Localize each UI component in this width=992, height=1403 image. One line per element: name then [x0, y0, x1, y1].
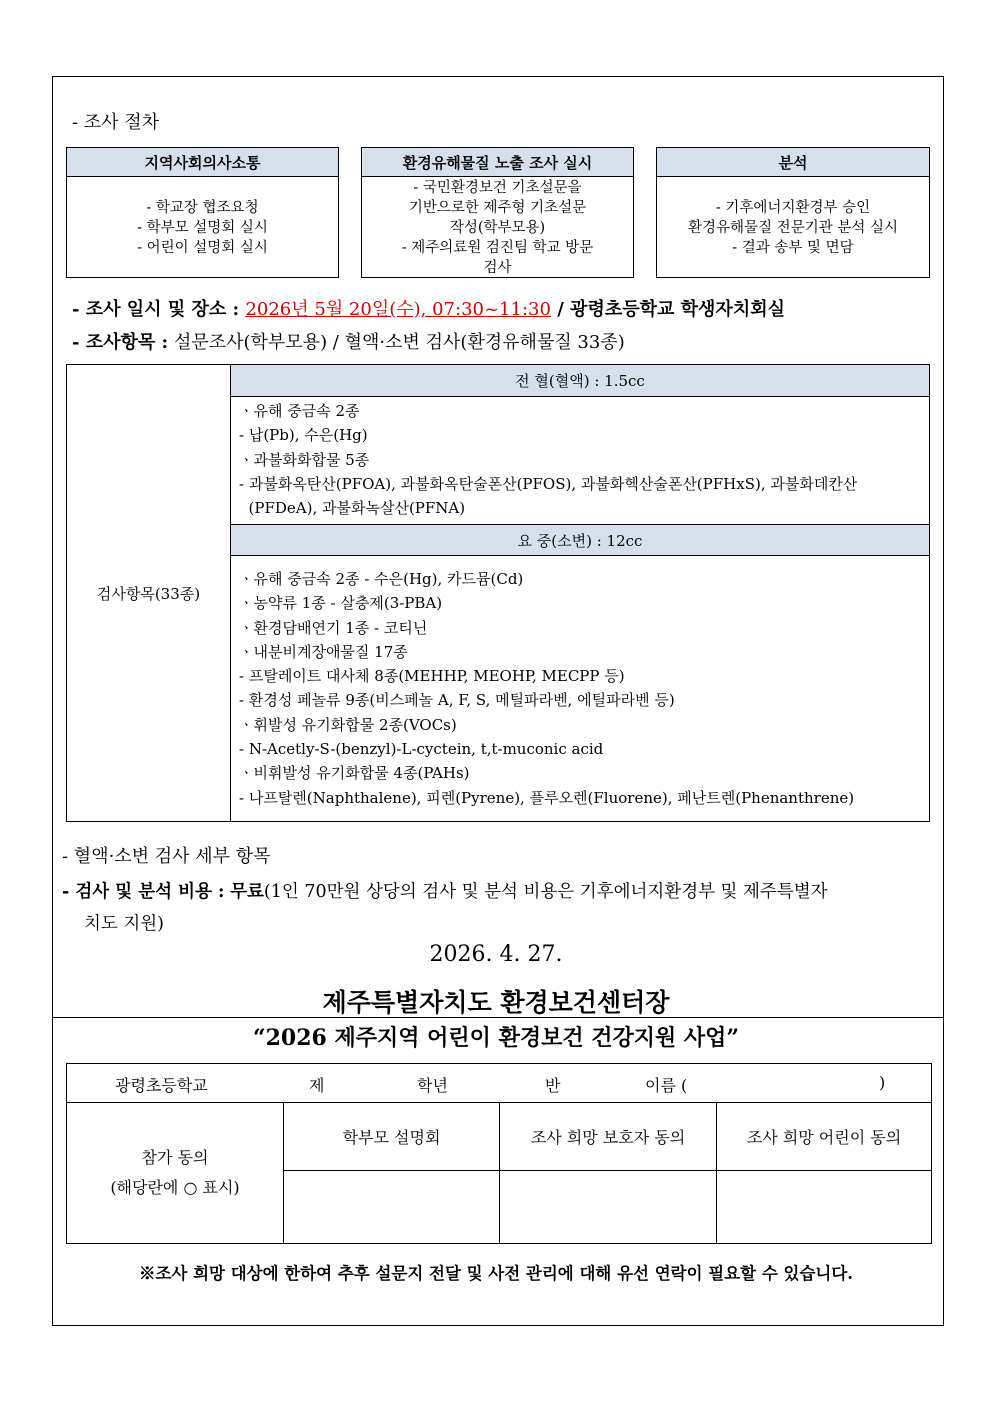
grade-field[interactable]: 학년 — [417, 1076, 448, 1095]
step-line: - 결과 송부 및 면담 — [732, 240, 854, 256]
survey-items-line — [72, 328, 625, 354]
consent-label-cell — [67, 1103, 284, 1243]
list-item: - 납(Pb), 수은(Hg) — [239, 426, 368, 445]
step-body — [67, 177, 338, 279]
list-item: - 과불화옥탄산(PFOA), 과불화옥탄술폰산(PFOS), 과불화헥산술폰산(PFHxS), 과불화데칸산 — [239, 474, 858, 493]
col-guardian-consent: 조사 희망 보호자 동의 — [500, 1103, 717, 1171]
step-line: 작성(학부모용) — [449, 220, 546, 236]
test-items-label: 검사항목(33종) — [67, 365, 231, 821]
consent-hint: (해당란에 ○ 표시) — [110, 1178, 240, 1197]
name-field[interactable] — [705, 1069, 877, 1097]
step-line: - 학교장 협조요청 — [146, 200, 259, 216]
list-item: ㆍ과불화화합물 5종 — [239, 450, 370, 469]
guardian-consent-check-cell[interactable] — [500, 1171, 717, 1243]
schedule-date: 2026년 5월 20일(수), 07:30~11:30 — [245, 299, 551, 320]
divider — [52, 1017, 944, 1018]
table-caption: - 혈액·소변 검사 세부 항목 — [62, 846, 271, 867]
step-box-communication — [66, 147, 339, 278]
list-item: ㆍ유해 중금속 2종 - 수은(Hg), 카드뮴(Cd) — [239, 570, 524, 588]
step-box-exposure-survey — [361, 147, 634, 278]
list-item: ㆍ농약류 1종 - 살충제(3-PBA) — [239, 594, 443, 613]
grade-prefix: 제 — [309, 1076, 325, 1095]
list-item: - N-Acetly-S-(benzyl)-L-cyctein, t,t-muconic acid — [239, 740, 604, 759]
test-items-table — [66, 364, 930, 822]
step-line: - 기후에너지환경부 승인 — [715, 200, 871, 216]
list-item: - 프탈레이트 대사체 8종(MEHHP, MEOHP, MECPP 등) — [239, 667, 625, 686]
survey-items-value: 설문조사(학부모용) / 혈액·소변 검사(환경유해물질 33종) — [173, 332, 625, 353]
list-item: ㆍ내분비계장애물질 17종 — [239, 642, 408, 661]
col-child-consent: 조사 희망 어린이 동의 — [717, 1103, 931, 1171]
schedule-line — [72, 295, 785, 321]
step-body — [657, 177, 929, 279]
student-info-row — [67, 1064, 931, 1103]
cost-label: - 검사 및 분석 비용 : — [62, 882, 225, 902]
form-title: “2026 제주지역 어린이 환경보건 건강지원 사업” — [252, 1025, 740, 1051]
urine-items — [239, 567, 854, 810]
cost-detail: (1인 70만원 상당의 검사 및 분석 비용은 기후에너지환경부 및 제주특별자 — [263, 882, 828, 902]
class-field[interactable]: 반 — [545, 1076, 561, 1095]
step-title: 분석 — [657, 148, 929, 177]
schedule-label: - 조사 일시 및 장소 : — [72, 299, 240, 320]
step-line: 검사 — [483, 260, 512, 276]
list-item: (PFDeA), 과불화녹살산(PFNA) — [239, 499, 466, 518]
list-item: ㆍ휘발성 유기화합물 2종(VOCs) — [239, 715, 457, 734]
step-line: - 학부모 설명회 실시 — [137, 220, 268, 236]
step-line: 기반으로한 제주형 기초설문 — [408, 200, 587, 216]
cost-line — [62, 878, 828, 903]
col-parent-briefing: 학부모 설명회 — [284, 1103, 500, 1171]
list-item: ㆍ환경담배연기 1종 - 코티닌 — [239, 618, 428, 637]
step-line: - 어린이 설명회 실시 — [137, 240, 268, 256]
blood-items — [239, 399, 857, 520]
procedure-heading: - 조사 절차 — [72, 112, 160, 133]
issue-date: 2026. 4. 27. — [429, 942, 563, 967]
parent-briefing-check-cell[interactable] — [284, 1171, 500, 1243]
survey-items-label: - 조사항목 : — [72, 332, 169, 353]
cost-detail-continued: 치도 지원) — [84, 914, 165, 934]
step-line: - 국민환경보건 기초설문을 — [413, 180, 582, 196]
list-item: ㆍ유해 중금속 2종 — [239, 402, 360, 420]
urine-header: 요 중(소변) : 12cc — [231, 524, 929, 556]
child-consent-check-cell[interactable] — [717, 1171, 931, 1243]
consent-label: 참가 동의 — [141, 1148, 209, 1167]
list-item: - 환경성 페놀류 9종(비스페놀 A, F, S, 메틸파라벤, 에틸파라벤 등) — [239, 691, 675, 710]
schedule-place: / 광령초등학교 학생자치회실 — [557, 299, 785, 320]
step-title: 환경유해물질 노출 조사 실시 — [362, 148, 633, 177]
step-box-analysis — [656, 147, 930, 278]
name-label: 이름 ( — [645, 1076, 688, 1095]
cost-free: 무료 — [230, 882, 264, 902]
step-body — [362, 177, 633, 279]
blood-header: 전 혈(혈액) : 1.5cc — [231, 365, 929, 397]
list-item: ㆍ비휘발성 유기화합물 4종(PAHs) — [239, 764, 470, 783]
step-title: 지역사회의사소통 — [67, 148, 338, 177]
name-close: ) — [879, 1073, 886, 1092]
list-item: - 나프탈렌(Naphthalene), 피렌(Pyrene), 플루오렌(Fluorene), 페난트렌(Phenanthrene) — [239, 788, 855, 807]
step-line: 환경유해물질 전문기관 분석 실시 — [688, 220, 898, 236]
step-line: - 제주의료원 검진팀 학교 방문 — [401, 240, 594, 256]
consent-form — [66, 1063, 932, 1244]
issuer-name: 제주특별자치도 환경보건센터장 — [322, 988, 670, 1017]
footnote: ※조사 희망 대상에 한하여 추후 설문지 전달 및 사전 관리에 대해 유선 연락이 필요할 수 있습니다. — [138, 1264, 854, 1283]
school-name: 광령초등학교 — [115, 1076, 208, 1095]
